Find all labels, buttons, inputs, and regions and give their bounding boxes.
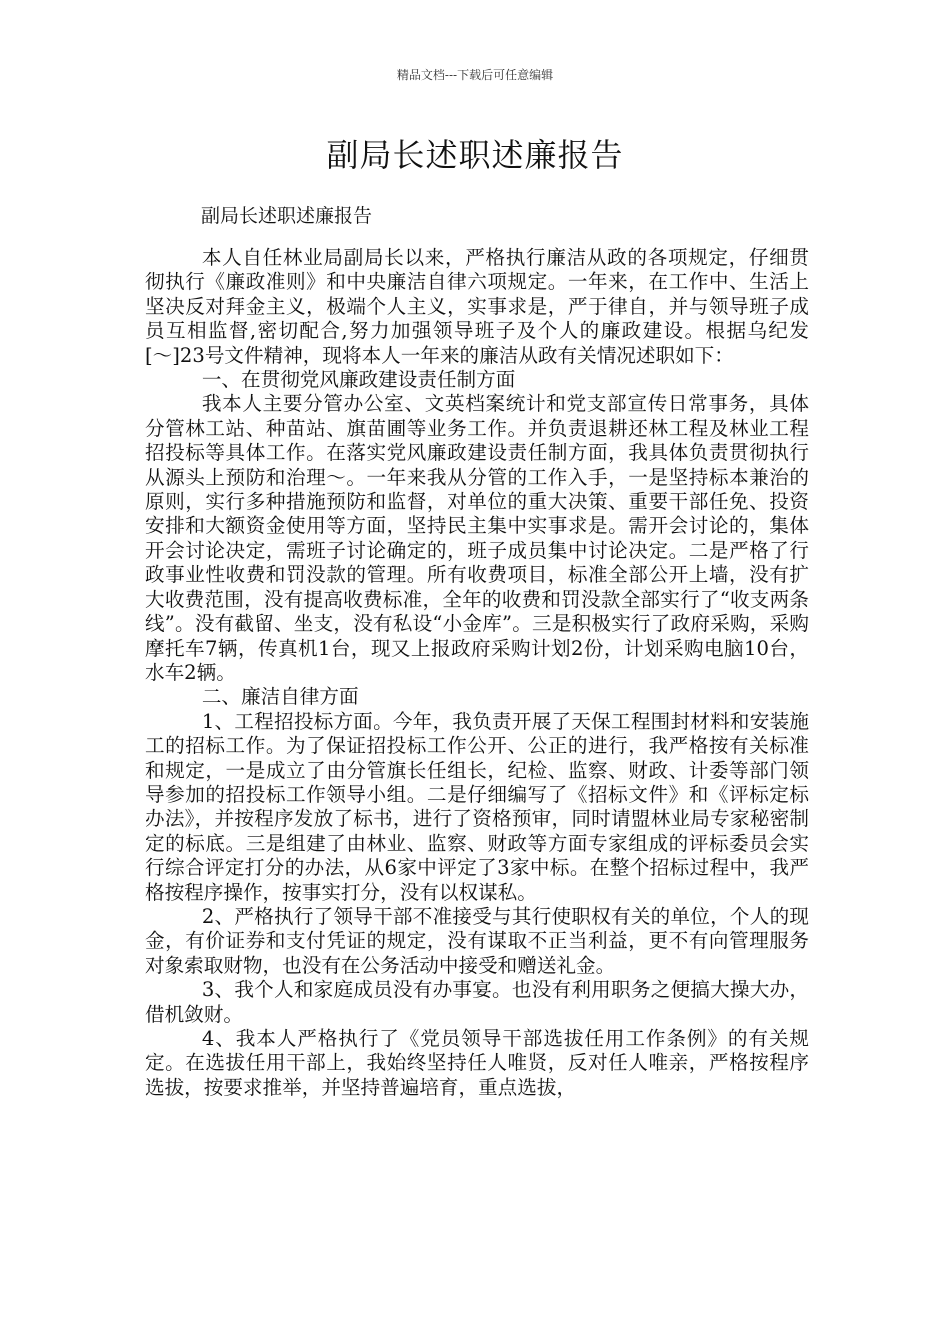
paragraph-item-4: 4、我本人严格执行了《党员领导干部选拔任用工作条例》的有关规定。在选拔任用干部上，我始终坚持任人唯贤，反对任人唯亲，严格按程序选拔，按要求推举，并坚持普遍培育，重点选拔， [145, 1027, 809, 1099]
document-title: 副局长述职述廉报告 [326, 136, 624, 174]
paragraph-item-1: 1、工程招投标方面。今年，我负责开展了天保工程围封材料和安装施工的招标工作。为了保证招投标工作公开、公正的进行，我严格按有关标准和规定，一是成立了由分管旗长任组长，纪检、监察、财政、计委等部门领导参加的招投标工作领导小组。二是仔细编写了《招标文件》和《评标定标办法》，并按程序发放了标书，进行了资格预审，同时请盟林业局专家秘密制定的标底。三是组建了由林业、监察、财政等方面专家组成的评标委员会实行综合评定打分的办法，从6家中评定了3家中标。在整个招标过程中，我严格按程序操作，按事实打分，没有以权谋私。 [145, 709, 809, 904]
header-note: 精品文档---下载后可任意编辑 [396, 68, 554, 82]
paragraph-intro: 本人自任林业局副局长以来，严格执行廉洁从政的各项规定，仔细贯彻执行《廉政准则》和中央廉洁自律六项规定。一年来，在工作中、生活上坚决反对拜金主义，极端个人主义，实事求是，严于律自，并与领导班子成员互相监督,密切配合,努力加强领导班子及个人的廉政建设。根据乌纪发[～]23号文件精神，现将本人一年来的廉洁从政有关情况述职如下： [145, 246, 809, 367]
section-heading-1: 一、在贯彻党风廉政建设责任制方面 [201, 368, 516, 392]
document-subtitle: 副局长述职述廉报告 [201, 205, 373, 227]
document-body [145, 246, 809, 1100]
paragraph-item-2: 2、严格执行了领导干部不准接受与其行使职权有关的单位，个人的现金，有价证券和支付凭证的规定，没有谋取不正当利益，更不有向管理服务对象索取财物，也没有在公务活动中接受和赠送礼金。 [145, 904, 809, 977]
paragraph-section-1: 我本人主要分管办公室、文英档案统计和党支部宣传日常事务，具体分管林工站、种苗站、旗苗圃等业务工作。并负责退耕还林工程及林业工程招投标等具体工作。在落实党风廉政建设责任制方面，我具体负责贯彻执行从源头上预防和治理～。一年来我从分管的工作入手，一是坚持标本兼治的原则，实行多种措施预防和监督，对单位的重大决策、重要干部任免、投资安排和大额资金使用等方面，坚持民主集中实事求是。需开会讨论的，集体开会讨论决定，需班子讨论确定的，班子成员集中讨论决定。二是严格了行政事业性收费和罚没款的管理。所有收费项目，标准全部公开上墙，没有扩大收费范围，没有提高收费标准，全年的收费和罚没款全部实行了“收支两条线”。没有截留、坐支，没有私设“小金库”。三是积极实行了政府采购，采购摩托车7辆，传真机1台，现又上报政府采购计划2份，计划采购电脑10台，水车2辆。 [145, 392, 809, 684]
paragraph-item-3: 3、我个人和家庭成员没有办事宴。也没有利用职务之便搞大操大办，借机敛财。 [145, 978, 809, 1026]
section-heading-2: 二、廉洁自律方面 [201, 685, 359, 709]
